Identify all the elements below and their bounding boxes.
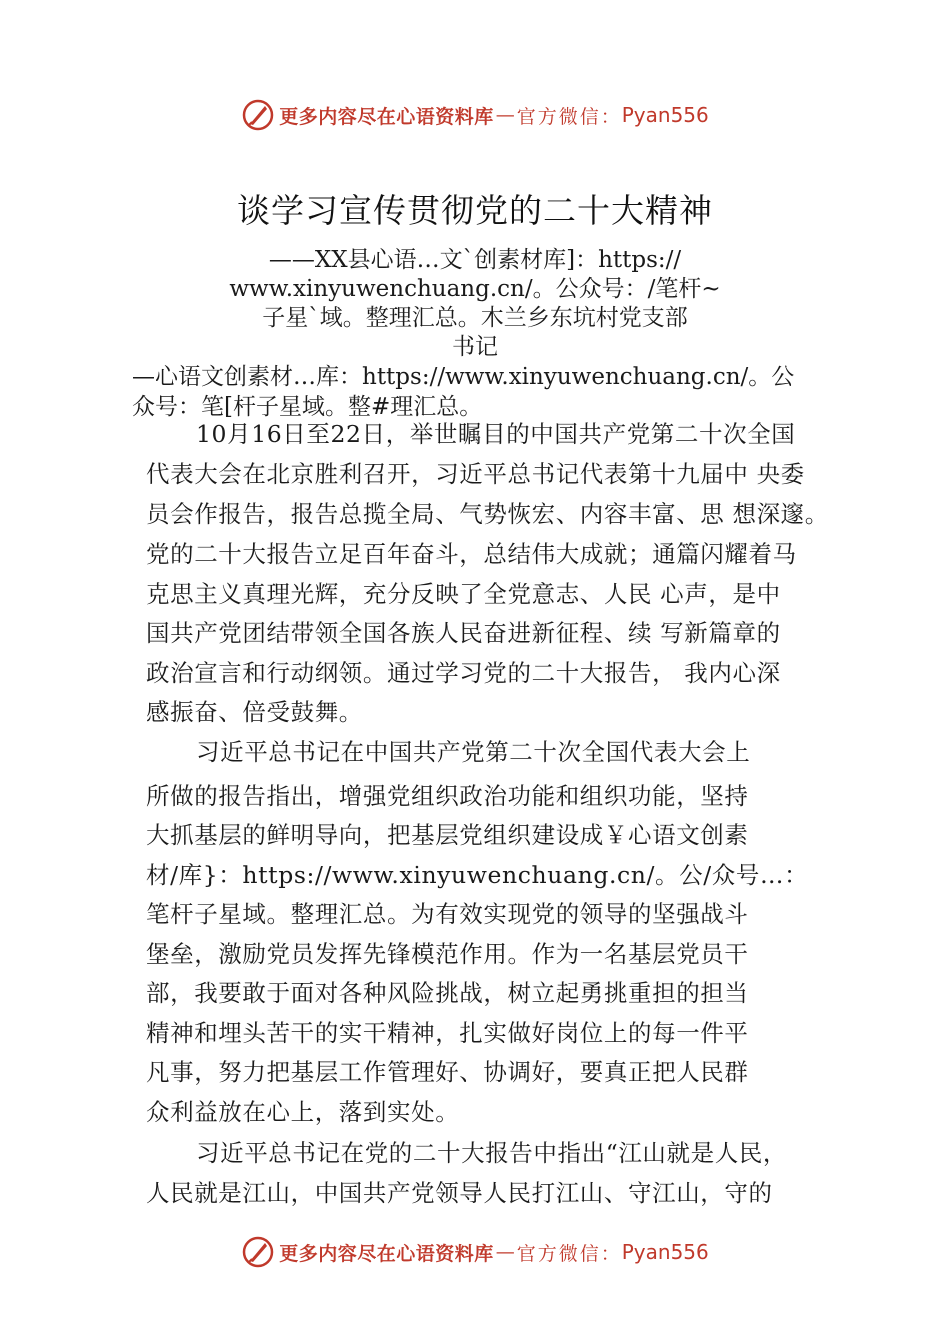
subtitle-line: 子星`域。整理汇总。木兰乡东坑村党支部 (262, 305, 688, 331)
header-banner (0, 93, 950, 137)
banner-wechat-id: Pyan556 (621, 1240, 709, 1264)
body-line: 国共产党团结带领全国各族人民奋进新征程、续 写新篇章的 (146, 619, 781, 647)
body-line: 部，我要敢于面对各种风险挑战，树立起勇挑重担的担当 (146, 979, 749, 1007)
body-line: 习近平总书记在党的二十大报告中指出“江山就是人民， (196, 1139, 788, 1167)
body-line: 克思主义真理光辉，充分反映了全党意志、人民 心声，是中 (146, 580, 781, 608)
subtitle-line: ——XX县心语…文`创素材库]：https:// (268, 247, 682, 273)
body-line: 凡事，努力把基层工作管理好、协调好，要真正把人民群 (146, 1058, 749, 1086)
quill-pen-logo-icon (241, 1235, 275, 1269)
body-line: 习近平总书记在中国共产党第二十次全国代表大会上 (196, 738, 751, 766)
body-line: 所做的报告指出，增强党组织政治功能和组织功能，坚持 (146, 782, 749, 810)
banner-wechat-label: 官方微信： (516, 105, 622, 128)
source-line: —心语文创素材…库：https://www.xinyuwenchuang.cn/。公 (132, 364, 795, 390)
banner-separator: — (495, 104, 515, 126)
body-line: 大抓基层的鲜明导向，把基层党组织建设成￥心语文创素 (146, 821, 749, 849)
body-line: 10月16日至22日，举世瞩目的中国共产党第二十次全国 (196, 420, 796, 448)
banner-separator: — (495, 1241, 515, 1263)
footer-banner (0, 1230, 950, 1274)
body-line: 精神和埋头苦干的实干精神，扎实做好岗位上的每一件平 (146, 1019, 749, 1047)
body-line: 材/库}：https://www.xinyuwenchuang.cn/。公/众号…： (146, 861, 809, 889)
banner-text: 更多内容尽在心语资料库 (279, 105, 494, 128)
body-line: 人民就是江山，中国共产党领导人民打江山、守江山，守的 (146, 1179, 773, 1207)
body-line: 笔杆子星域。整理汇总。为有效实现党的领导的坚强战斗 (146, 900, 749, 928)
quill-pen-logo-icon (241, 98, 275, 132)
source-line: 众号：笔[杆子星域。整#理汇总。 (132, 394, 483, 420)
banner-wechat-id: Pyan556 (621, 103, 709, 127)
body-line: 员会作报告，报告总揽全局、气势恢宏、内容丰富、思 想深邃。 (146, 500, 829, 528)
body-line: 众利益放在心上，落到实处。 (146, 1098, 460, 1126)
document-title: 谈学习宣传贯彻党的二十大精神 (237, 191, 713, 230)
banner-wechat-label: 官方微信： (516, 1242, 622, 1265)
body-line: 感振奋、倍受鼓舞。 (146, 698, 363, 726)
subtitle-line: 书记 (452, 334, 498, 360)
subtitle-line: www.xinyuwenchuang.cn/。公众号：/笔杆~ (229, 276, 721, 302)
body-line: 政治宣言和行动纲领。通过学习党的二十大报告， 我内心深 (146, 659, 781, 687)
banner-text: 更多内容尽在心语资料库 (279, 1242, 494, 1265)
body-line: 堡垒，激励党员发挥先锋模范作用。作为一名基层党员干 (146, 940, 749, 968)
body-line: 代表大会在北京胜利召开，习近平总书记代表第十九届中 央委 (146, 460, 805, 488)
body-line: 党的二十大报告立足百年奋斗，总结伟大成就；通篇闪耀着马 (146, 540, 797, 568)
